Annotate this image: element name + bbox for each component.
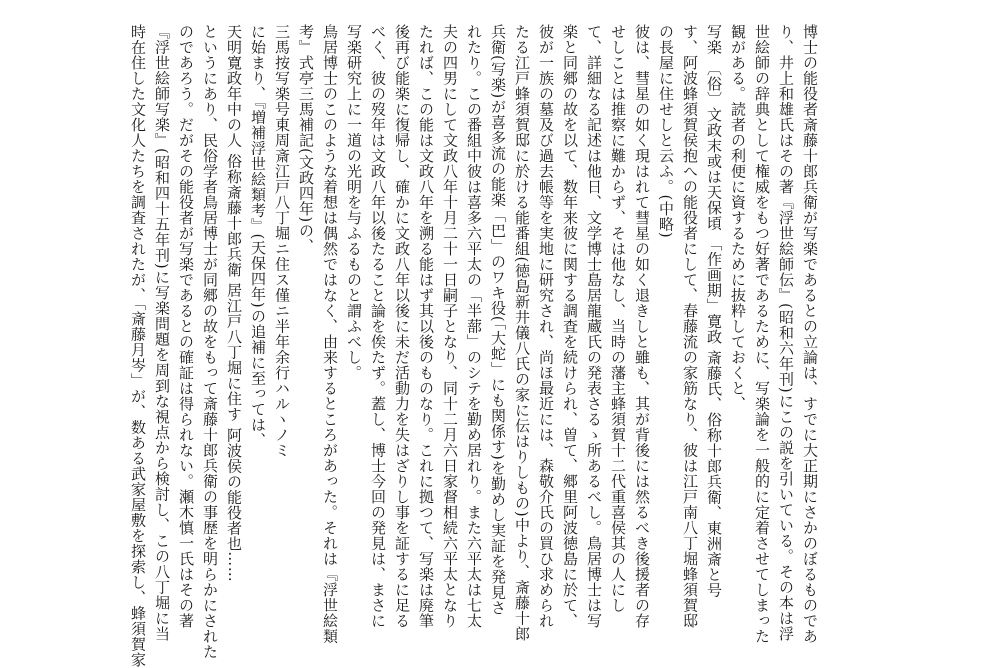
text-line: れたり。この番組中彼は喜多六平太の「半蔀」のシテを勤め居れり。また六平太は七太	[465, 24, 483, 629]
text-line: 写楽 〔俗〕文政末或は天保頃 「作画期」寛政 斎藤氏、俗称十郎兵衛、東洲斎と号	[705, 24, 723, 598]
text-line: に始まり、『増補浮世絵類考』(天保四年)の追補に至っては、	[249, 24, 267, 448]
text-line: 天明寛政年中の人 俗称斎藤十郎兵衛 居江戸八丁堀に住す 阿波侯の能役者也……	[225, 24, 243, 583]
text-line: 鳥居博士のこのような着想は偶然ではなく、由来するところがあった。それは『浮世絵類	[321, 24, 339, 644]
text-line: 『浮世絵師写楽』(昭和四十五年刊)に写楽問題を周到な視点から検討し、この八丁堀に当	[153, 24, 171, 642]
text-line: せしことは推察に難からず、そは他なし、当時の藩主蜂須賀十二代重喜侯其の人にし	[609, 24, 627, 613]
text-line: べく、彼の歿年は文政八年以後たること論を俟たず。蓋し、博士今回の発見は、まさに	[369, 24, 387, 629]
vertical-text-block	[126, 24, 822, 668]
text-line: り、井上和雄氏はその著『浮世絵師伝』(昭和六年刊)にこの説を引いている。その本は浮	[777, 24, 795, 642]
text-line: 時在住した文化人たちを調査されたが、「斎藤月岑」が、数ある武家屋敷を探索し、蜂須賀家	[129, 24, 147, 668]
text-line: 観がある。読者の利便に資するために抜粋しておくと、	[729, 24, 747, 412]
text-line: のであろう。だがその能役者が写楽であるとの確証は得られない。瀬木慎一氏はその著	[177, 24, 195, 629]
text-line: たる江戸蜂須賀邸に於ける能番組(徳島新井儀八氏の家に伝はりしもの)中より、斎藤十郎	[513, 24, 531, 642]
text-line: 彼は、彗星の如く現はれて彗星の如く退きしと雖も、其が背後には然るべき後援者の存	[633, 24, 651, 629]
text-line: の長屋に住せしと云ふ。(中略)	[657, 24, 675, 239]
text-line: 後再び能楽に復帰し、確かに文政八年以後に未だ活動力を失はざりし事を証するに足る	[393, 24, 411, 629]
text-line: 楽と同郷の故を以て、数年来彼に関する調査を続けられ、曽て、郷里阿波徳島に於て、	[561, 24, 579, 629]
text-line: 世絵師の辞典として権威をもつ好著であるために、写楽論を一般的に定着させてしまった	[753, 24, 771, 644]
text-line: 夫の四男にして文政八年十月二十一日嗣子となり、同十二月六日家督相続六平太となり	[441, 24, 459, 629]
text-line: す、阿波蜂須賀侯抱への能役者にして、春藤流の家筋なり、彼は江戸南八丁堀蜂須賀邸	[681, 24, 699, 629]
text-line: たれば、この能は文政八年を溯る能はず其以後のものなり。これに拠つて、写楽は廃筆	[417, 24, 435, 629]
text-line: 写楽研究上に一道の光明を与ふるものと謂ふべし。	[345, 24, 363, 381]
text-line: 三馬按写楽号東周斎江戸八丁堀ニ住ス僅ニ半年余行ハルヽノミ	[273, 24, 291, 458]
text-line: 博士の能役者斎藤十郎兵衛が写楽であるとの立論は、すでに大正期にさかのぼるものであ	[801, 24, 819, 644]
text-line: というにあり、民俗学者鳥居博士が同郷の故をもって斎藤十郎兵衛の事歴を明らかにされた	[201, 24, 219, 660]
text-line: 兵衛(写楽)が喜多流の能楽「巴」のワキ役(「大蛇」にも関係す)を勤めし実証を発見さ	[489, 24, 507, 616]
text-line: て、詳細なる記述は他日、文学博士島居龍蔵氏の発表さるゝ所あるべし。鳥居博士は写	[585, 24, 603, 629]
text-line: 考』式亭三馬補記(文政四年)の、	[297, 24, 315, 254]
text-line: 彼が一族の墓及び過去帳等を実地に研究され、尚ほ最近には、森敬介氏の買ひ求められ	[537, 24, 555, 629]
